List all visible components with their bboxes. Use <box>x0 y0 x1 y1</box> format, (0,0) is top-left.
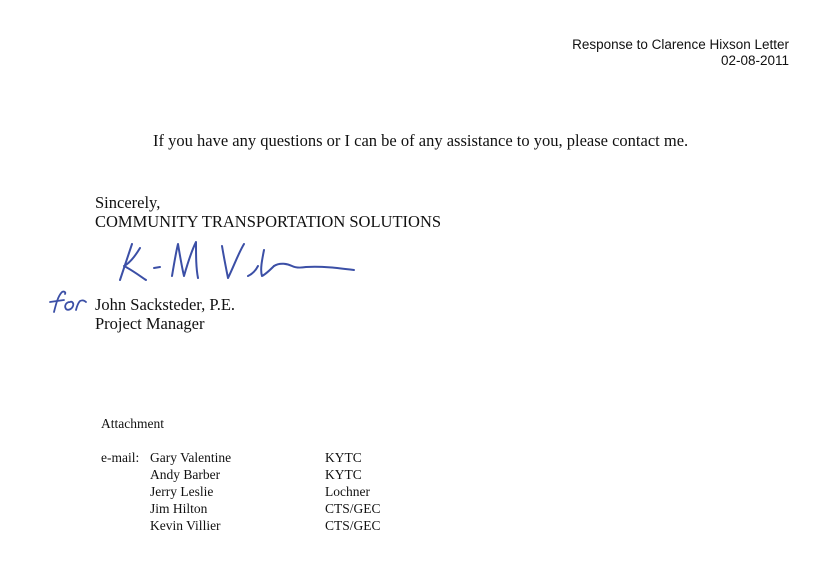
recipient-org: CTS/GEC <box>325 501 381 516</box>
distribution-orgs <box>325 449 381 534</box>
recipient-name: Jerry Leslie <box>150 484 214 499</box>
recipient-name: Gary Valentine <box>150 450 232 465</box>
recipient-org: Lochner <box>325 484 370 499</box>
recipient-name: Andy Barber <box>150 467 221 482</box>
salutation-block <box>95 193 441 231</box>
header-subject: Response to Clarence Hixson Letter <box>572 37 789 52</box>
handwritten-signature <box>110 236 360 286</box>
recipient-org: CTS/GEC <box>325 518 381 533</box>
recipient-org: KYTC <box>325 467 362 482</box>
distribution-names <box>150 449 231 534</box>
header-date: 02-08-2011 <box>720 53 789 68</box>
signer-block <box>95 295 235 333</box>
recipient-name: Kevin Villier <box>150 518 221 533</box>
attachment-label: Attachment <box>101 416 164 431</box>
company-name: COMMUNITY TRANSPORTATION SOLUTIONS <box>95 212 442 231</box>
signer-name: John Sacksteder, P.E. <box>95 295 236 314</box>
closing-sentence: If you have any questions or I can be of any assistance to you, please contact me. <box>153 131 689 150</box>
sincerely-text: Sincerely, <box>95 193 161 212</box>
recipient-name: Jim Hilton <box>150 501 208 516</box>
recipient-org: KYTC <box>325 450 362 465</box>
signer-title: Project Manager <box>95 314 205 333</box>
handwritten-for <box>44 288 92 316</box>
letter-header <box>572 37 789 69</box>
distribution-label: e-mail: <box>101 450 140 465</box>
